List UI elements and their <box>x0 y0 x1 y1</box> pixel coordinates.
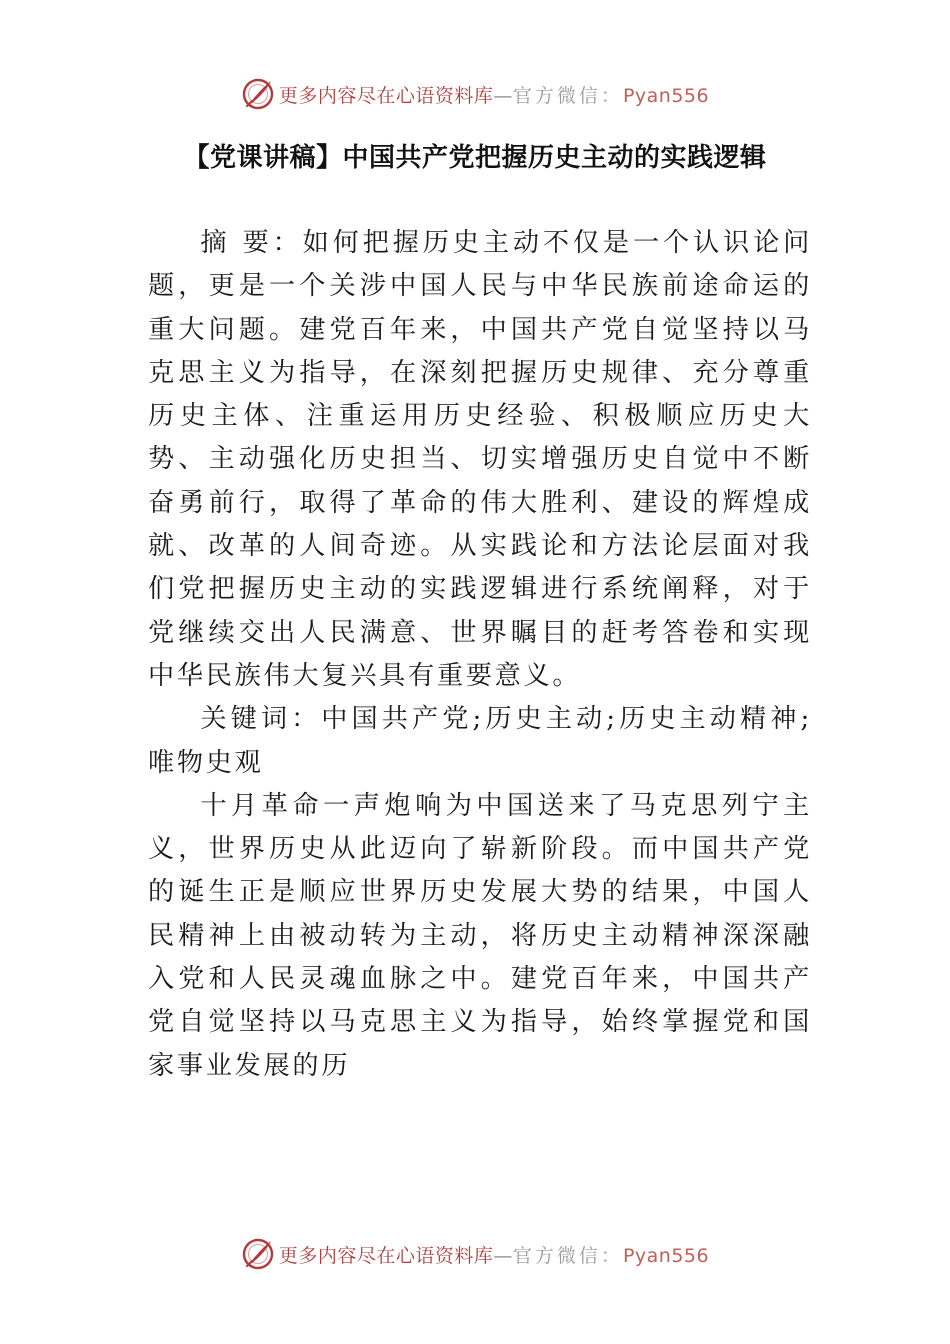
abstract-paragraph: 摘 要：如何把握历史主动不仅是一个认识论问题，更是一个关涉中国人民与中华民族前途命运的重大问题。建党百年来，中国共产党自觉坚持以马克思主义为指导，在深刻把握历史规律、充分尊重历史主体、注重运用历史经验、积极顺应历史大势、主动强化历史担当、切实增强历史自觉中不断奋勇前行，取得了革命的伟大胜利、建设的辉煌成就、改革的人间奇迹。从实践论和方法论层面对我们党把握历史主动的实践逻辑进行系统阐释，对于党继续交出人民满意、世界瞩目的赶考答卷和实现中华民族伟大复兴具有重要意义。 <box>148 228 812 691</box>
document-body <box>148 222 812 1088</box>
banner-text <box>279 81 709 108</box>
banner-main-text: 更多内容尽在心语资料库 <box>278 1244 494 1267</box>
banner-handle: Pyan556 <box>622 1244 710 1267</box>
document-title: 【党课讲稿】中国共产党把握历史主动的实践逻辑 <box>183 143 767 173</box>
quill-pen-circle-icon <box>241 1237 275 1271</box>
header-banner <box>0 72 950 116</box>
banner-dash: — <box>493 1244 513 1267</box>
banner-handle: Pyan556 <box>622 84 710 107</box>
banner-text <box>279 1241 709 1268</box>
banner-label: 官方微信： <box>512 1244 623 1267</box>
banner-main-text: 更多内容尽在心语资料库 <box>278 84 494 107</box>
footer-banner <box>0 1232 950 1276</box>
banner-label: 官方微信： <box>512 84 623 107</box>
banner-dash: — <box>493 84 513 107</box>
body-paragraph: 十月革命一声炮响为中国送来了马克思列宁主义，世界历史从此迈向了崭新阶段。而中国共产党的诞生正是顺应世界历史发展大势的结果，中国人民精神上由被动转为主动，将历史主动精神深深融入党和人民灵魂血脉之中。建党百年来，中国共产党自觉坚持以马克思主义为指导，始终掌握党和国家事业发展的历 <box>148 790 812 1081</box>
quill-pen-circle-icon <box>241 77 275 111</box>
keywords-paragraph: 关键词：中国共产党;历史主动;历史主动精神;唯物史观 <box>148 704 812 778</box>
